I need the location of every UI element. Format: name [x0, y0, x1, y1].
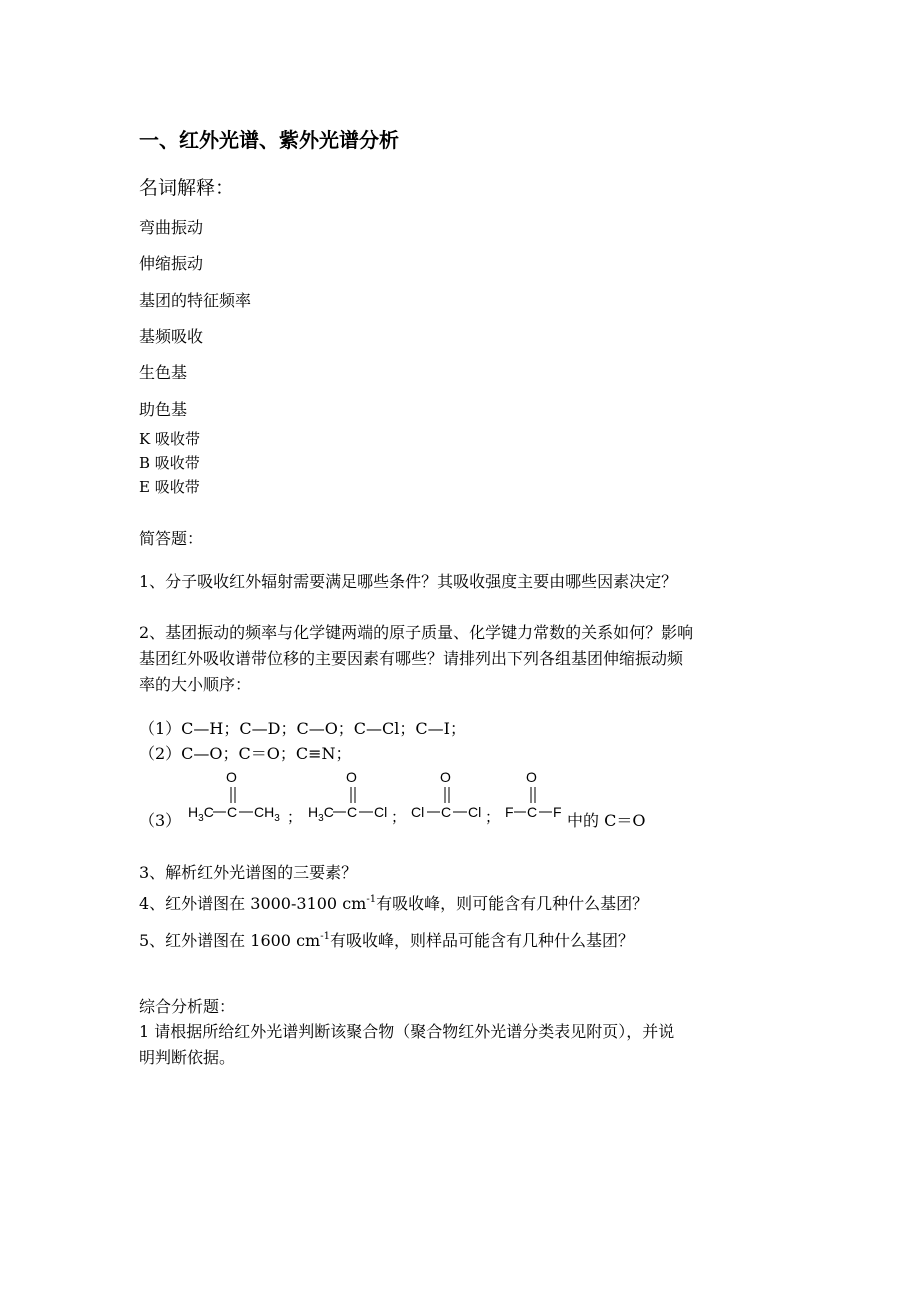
carbon-atom: C [227, 804, 238, 820]
term-item: 生色基 [139, 363, 188, 382]
sub-question-3-label: （3） [139, 811, 182, 830]
svg-text:Cl: Cl [374, 804, 388, 820]
svg-text:C: C [441, 804, 452, 820]
svg-text:；: ； [287, 809, 303, 826]
svg-text:F: F [553, 804, 562, 820]
section-heading: 一、红外光谱、紫外光谱分析 [139, 128, 399, 152]
svg-text:O: O [440, 769, 451, 785]
sub-question-3-tail: 中的 C＝O [567, 811, 646, 830]
analysis-question-line-2: 明判断依据。 [139, 1048, 236, 1067]
question-4: 4、红外谱图在 3000-3100 $cm^{-1}$有吸收峰，则可能含有几种什么基团？ [139, 894, 649, 913]
svg-text:C: C [347, 804, 358, 820]
svg-text:Cl: Cl [468, 804, 482, 820]
question-2-line-3: 率的大小顺序： [139, 675, 252, 694]
question-2-line-1: 2、基团振动的频率与化学键两端的原子质量、化学键力常数的关系如何？影响 [139, 623, 694, 642]
terms-title: 名词解释： [139, 177, 235, 199]
analysis-question-line-1: 1 请根据所给红外光谱判断该聚合物（聚合物红外光谱分类表见附页），并说 [139, 1022, 675, 1041]
svg-text:；: ； [485, 809, 501, 826]
band-item: B 吸收带 [139, 454, 200, 472]
term-item: 伸缩振动 [139, 254, 204, 273]
svg-text:C: C [527, 804, 538, 820]
oxygen-atom: O [226, 769, 237, 785]
svg-text:Cl: Cl [411, 804, 425, 820]
sub-question-1: （1）C—H；C—D；C—O；C—Cl；C—I； [139, 719, 466, 738]
acetone-structure [188, 769, 280, 824]
svg-text:H3C: $H_3C$ [188, 804, 214, 824]
svg-text:；: ； [391, 809, 407, 826]
term-item: 助色基 [139, 400, 188, 419]
analysis-title: 综合分析题： [139, 997, 236, 1016]
question-1: 1、分子吸收红外辐射需要满足哪些条件？其吸收强度主要由哪些因素决定？ [139, 572, 678, 591]
band-item: K 吸收带 [139, 430, 200, 448]
phosgene-structure [411, 769, 481, 820]
svg-text:CH3: $CH_3$ [254, 804, 280, 824]
term-item: 弯曲振动 [139, 218, 204, 237]
carbonyl-fluoride-structure [505, 769, 562, 820]
question-5: 5、红外谱图在 1600 $cm^{-1}$有吸收峰，则样品可能含有几种什么基团？ [139, 931, 634, 950]
term-item: 基频吸收 [139, 327, 204, 346]
question-3: 3、解析红外光谱图的三要素？ [139, 863, 358, 882]
svg-text:O: O [346, 769, 357, 785]
acetyl-chloride-structure [308, 769, 387, 824]
band-item: E 吸收带 [139, 478, 200, 496]
svg-text:H3C: $H_3C$ [308, 804, 334, 824]
sub-question-2: （2）C—O；C＝O；C≡N； [139, 744, 352, 763]
short-answer-title: 简答题： [139, 529, 204, 548]
term-item: 基团的特征频率 [139, 291, 252, 310]
svg-text:F: F [505, 804, 514, 820]
question-2-line-2: 基团红外吸收谱带位移的主要因素有哪些？请排列出下列各组基团伸缩振动频 [139, 649, 684, 668]
svg-text:O: O [526, 769, 537, 785]
